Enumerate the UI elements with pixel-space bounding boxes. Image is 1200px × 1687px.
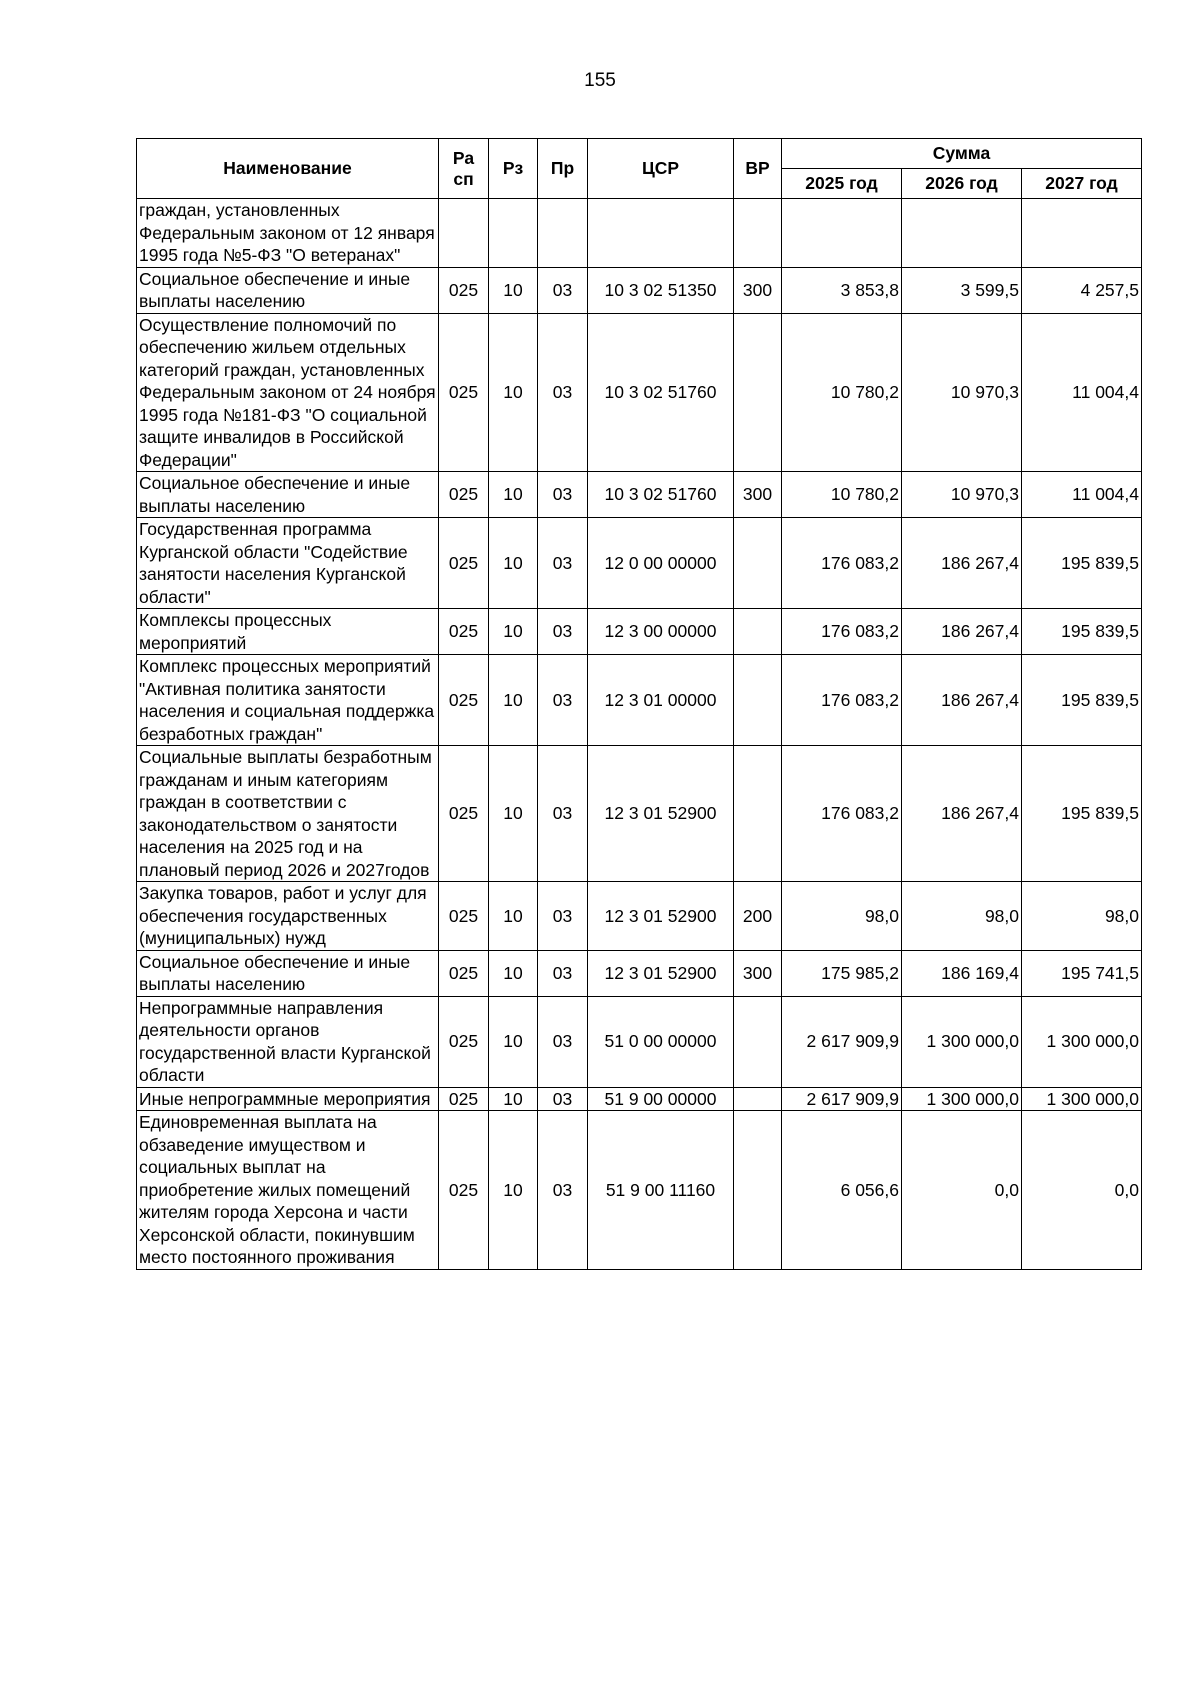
cell-amount-2027: 4 257,5 [1022, 267, 1142, 313]
cell-amount-2026: 1 300 000,0 [902, 1087, 1022, 1111]
cell-csr: 12 3 00 00000 [588, 609, 734, 655]
cell-amount-2025: 10 780,2 [782, 472, 902, 518]
cell-name: Непрограммные направления деятельности органов государственной власти Курганской области [137, 996, 439, 1087]
table-row [137, 267, 1142, 313]
cell-pr [538, 199, 588, 268]
cell-csr: 51 0 00 00000 [588, 996, 734, 1087]
cell-pr: 03 [538, 472, 588, 518]
table-row [137, 313, 1142, 472]
cell-rasp: 025 [439, 313, 489, 472]
cell-amount-2025: 10 780,2 [782, 313, 902, 472]
cell-amount-2027: 11 004,4 [1022, 313, 1142, 472]
cell-csr: 12 0 00 00000 [588, 518, 734, 609]
table-row [137, 950, 1142, 996]
cell-amount-2027: 195 839,5 [1022, 655, 1142, 746]
cell-rasp: 025 [439, 609, 489, 655]
cell-csr: 12 3 01 52900 [588, 746, 734, 882]
cell-amount-2026: 186 267,4 [902, 746, 1022, 882]
cell-name: Социальное обеспечение и иные выплаты населению [137, 950, 439, 996]
cell-amount-2026: 0,0 [902, 1111, 1022, 1270]
cell-vr: 300 [734, 950, 782, 996]
cell-name: Социальное обеспечение и иные выплаты населению [137, 472, 439, 518]
cell-amount-2026 [902, 199, 1022, 268]
cell-vr [734, 996, 782, 1087]
cell-vr [734, 609, 782, 655]
cell-pr: 03 [538, 655, 588, 746]
cell-name: Социальные выплаты безработным гражданам и иным категориям граждан в соответствии с законодательством о занятости населения на 2025 год и на плановый период 2026 и 2027годов [137, 746, 439, 882]
table-row [137, 882, 1142, 951]
header-year-2026: 2026 год [902, 169, 1022, 199]
cell-pr: 03 [538, 313, 588, 472]
cell-amount-2025: 2 617 909,9 [782, 996, 902, 1087]
cell-rz: 10 [489, 996, 538, 1087]
cell-name: Государственная программа Курганской области "Содействие занятости населения Курганской области" [137, 518, 439, 609]
cell-rasp: 025 [439, 882, 489, 951]
cell-amount-2027: 195 839,5 [1022, 746, 1142, 882]
cell-amount-2025: 175 985,2 [782, 950, 902, 996]
cell-name: граждан, установленных Федеральным законом от 12 января 1995 года №5-ФЗ "О ветеранах" [137, 199, 439, 268]
cell-amount-2025: 176 083,2 [782, 518, 902, 609]
header-name: Наименование [137, 139, 439, 199]
table-row [137, 1111, 1142, 1270]
table-header [137, 139, 1142, 199]
cell-amount-2027: 195 839,5 [1022, 518, 1142, 609]
cell-pr: 03 [538, 996, 588, 1087]
cell-vr [734, 313, 782, 472]
cell-amount-2025: 176 083,2 [782, 746, 902, 882]
cell-vr [734, 1087, 782, 1111]
cell-vr: 300 [734, 267, 782, 313]
cell-amount-2026: 3 599,5 [902, 267, 1022, 313]
cell-rz: 10 [489, 313, 538, 472]
cell-amount-2027 [1022, 199, 1142, 268]
cell-amount-2026: 10 970,3 [902, 313, 1022, 472]
cell-amount-2026: 98,0 [902, 882, 1022, 951]
cell-rasp: 025 [439, 996, 489, 1087]
cell-name: Комплекс процессных мероприятий "Активная политика занятости населения и социальная поддержка безработных граждан" [137, 655, 439, 746]
cell-rz: 10 [489, 472, 538, 518]
cell-csr: 12 3 01 52900 [588, 950, 734, 996]
table-row [137, 609, 1142, 655]
cell-pr: 03 [538, 746, 588, 882]
cell-rz: 10 [489, 518, 538, 609]
cell-amount-2027: 1 300 000,0 [1022, 996, 1142, 1087]
cell-name: Иные непрограммные мероприятия [137, 1087, 439, 1111]
cell-csr: 10 3 02 51760 [588, 313, 734, 472]
header-vr: ВР [734, 139, 782, 199]
cell-vr: 200 [734, 882, 782, 951]
page-number: 155 [584, 70, 616, 91]
cell-rz: 10 [489, 950, 538, 996]
cell-rasp: 025 [439, 1087, 489, 1111]
header-sum: Сумма [782, 139, 1142, 169]
cell-rz: 10 [489, 655, 538, 746]
cell-vr [734, 518, 782, 609]
cell-amount-2025: 176 083,2 [782, 609, 902, 655]
budget-table [136, 138, 1142, 1270]
table-row [137, 199, 1142, 268]
cell-amount-2027: 195 839,5 [1022, 609, 1142, 655]
cell-rz: 10 [489, 746, 538, 882]
cell-csr: 12 3 01 00000 [588, 655, 734, 746]
table-row [137, 472, 1142, 518]
cell-amount-2025 [782, 199, 902, 268]
cell-csr: 10 3 02 51350 [588, 267, 734, 313]
cell-amount-2026: 1 300 000,0 [902, 996, 1022, 1087]
header-pr: Пр [538, 139, 588, 199]
cell-amount-2025: 2 617 909,9 [782, 1087, 902, 1111]
cell-rz: 10 [489, 1087, 538, 1111]
table-body [137, 199, 1142, 1270]
cell-amount-2027: 1 300 000,0 [1022, 1087, 1142, 1111]
cell-rz: 10 [489, 882, 538, 951]
cell-name: Закупка товаров, работ и услуг для обеспечения государственных (муниципальных) нужд [137, 882, 439, 951]
cell-pr: 03 [538, 609, 588, 655]
cell-pr: 03 [538, 518, 588, 609]
header-csr: ЦСР [588, 139, 734, 199]
table-row [137, 1087, 1142, 1111]
cell-amount-2026: 186 267,4 [902, 609, 1022, 655]
cell-name: Комплексы процессных мероприятий [137, 609, 439, 655]
cell-csr: 10 3 02 51760 [588, 472, 734, 518]
cell-amount-2026: 10 970,3 [902, 472, 1022, 518]
cell-vr [734, 655, 782, 746]
cell-vr: 300 [734, 472, 782, 518]
cell-amount-2027: 98,0 [1022, 882, 1142, 951]
header-year-2025: 2025 год [782, 169, 902, 199]
header-rz: Рз [489, 139, 538, 199]
cell-pr: 03 [538, 1087, 588, 1111]
cell-vr [734, 1111, 782, 1270]
table-row [137, 655, 1142, 746]
cell-rz: 10 [489, 267, 538, 313]
cell-rz: 10 [489, 1111, 538, 1270]
cell-pr: 03 [538, 882, 588, 951]
header-rasp: Ра сп [439, 139, 489, 199]
cell-amount-2027: 195 741,5 [1022, 950, 1142, 996]
cell-rasp: 025 [439, 518, 489, 609]
cell-pr: 03 [538, 950, 588, 996]
header-year-2027: 2027 год [1022, 169, 1142, 199]
cell-amount-2026: 186 267,4 [902, 518, 1022, 609]
table-row [137, 746, 1142, 882]
cell-vr [734, 746, 782, 882]
cell-csr: 12 3 01 52900 [588, 882, 734, 951]
cell-amount-2025: 6 056,6 [782, 1111, 902, 1270]
cell-rasp [439, 199, 489, 268]
table-row [137, 996, 1142, 1087]
cell-rasp: 025 [439, 746, 489, 882]
cell-rasp: 025 [439, 267, 489, 313]
cell-pr: 03 [538, 1111, 588, 1270]
cell-csr: 51 9 00 11160 [588, 1111, 734, 1270]
cell-name: Единовременная выплата на обзаведение имуществом и социальных выплат на приобретение жилых помещений жителям города Херсона и части Херсонской области, покинувшим место постоянного проживания [137, 1111, 439, 1270]
cell-name: Осуществление полномочий по обеспечению жильем отдельных категорий граждан, установленных Федеральным законом от 24 ноября 1995 года №181-ФЗ "О социальной защите инвалидов в Российской Федерации" [137, 313, 439, 472]
cell-csr [588, 199, 734, 268]
cell-rasp: 025 [439, 950, 489, 996]
cell-rasp: 025 [439, 1111, 489, 1270]
cell-name: Социальное обеспечение и иные выплаты населению [137, 267, 439, 313]
cell-amount-2026: 186 169,4 [902, 950, 1022, 996]
cell-amount-2025: 98,0 [782, 882, 902, 951]
cell-pr: 03 [538, 267, 588, 313]
table-row [137, 518, 1142, 609]
cell-vr [734, 199, 782, 268]
cell-amount-2025: 176 083,2 [782, 655, 902, 746]
cell-rasp: 025 [439, 472, 489, 518]
cell-csr: 51 9 00 00000 [588, 1087, 734, 1111]
cell-amount-2027: 0,0 [1022, 1111, 1142, 1270]
cell-amount-2027: 11 004,4 [1022, 472, 1142, 518]
cell-rasp: 025 [439, 655, 489, 746]
cell-amount-2026: 186 267,4 [902, 655, 1022, 746]
cell-rz [489, 199, 538, 268]
cell-rz: 10 [489, 609, 538, 655]
cell-amount-2025: 3 853,8 [782, 267, 902, 313]
